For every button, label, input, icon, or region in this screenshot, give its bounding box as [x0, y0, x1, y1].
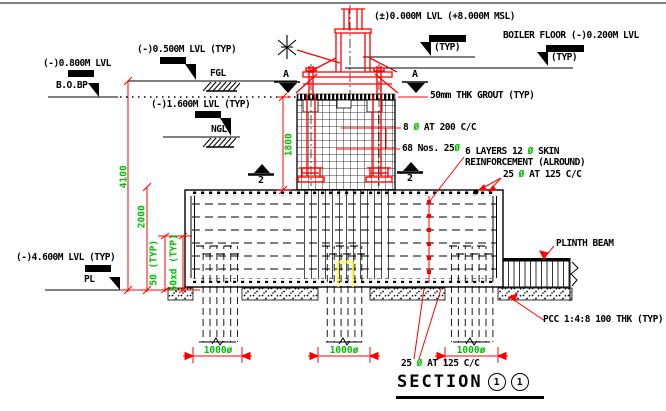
note-cap-top-bars: 25 Ø AT 125 C/C: [503, 169, 582, 180]
dim-pile-cap-depth: 2000: [136, 205, 148, 229]
level-typ-boiler: (TYP): [551, 52, 578, 63]
level-name-pl: PL: [84, 274, 95, 285]
note-grout: 50mm THK GROUT (TYP): [430, 90, 535, 101]
dim-pile-2: 1000ø: [329, 345, 359, 356]
level-label-fgl: (-)0.500M LVL (TYP): [137, 44, 237, 55]
dim-anchorage: 50xd (TYP): [168, 234, 180, 292]
section-title-underline: [396, 396, 544, 399]
dim-pile-3: 1000ø: [456, 345, 486, 356]
note-pedestal-ties: 8 Ø AT 200 C/C: [403, 122, 477, 133]
note-plinth-beam: PLINTH BEAM: [556, 238, 614, 249]
note-pcc: PCC 1:4:8 100 THK (TYP): [543, 314, 664, 325]
marker-2-right: 2: [407, 173, 414, 184]
level-label-ngl: (-)1.600M LVL (TYP): [151, 99, 251, 110]
level-label-boiler: BOILER FLOOR (-)0.200M LVL: [503, 30, 639, 41]
level-label-zero: (±)0.000M LVL (+8.000M MSL): [374, 11, 515, 22]
star-icon: [278, 35, 296, 59]
marker-a-right: A: [412, 69, 419, 80]
level-name-fgl: FGL: [210, 68, 226, 79]
marker-2-left: 2: [258, 175, 265, 186]
dim-pedestal-height: 1800: [283, 133, 295, 157]
note-pedestal-bars: 68 Nos. 25Ø: [402, 143, 460, 154]
section-title: [397, 372, 529, 392]
rebar-symbol: Ø: [527, 146, 533, 157]
dim-overall-depth: 4100: [118, 165, 130, 189]
rebar-symbol: Ø: [518, 169, 524, 180]
level-label-pl: (-)4.600M LVL (TYP): [16, 252, 116, 263]
rebar-symbol: Ø: [416, 358, 422, 369]
note-skin-line2: REINFORCEMENT (ALROUND): [465, 157, 586, 168]
dim-pile-1: 1000ø: [203, 345, 233, 356]
level-label-bobp: (-)0.800M LVL: [43, 58, 111, 69]
note-cap-bottom-bars: 25 Ø AT 125 C/C: [401, 358, 480, 369]
rebar-symbol: Ø: [454, 143, 460, 154]
dim-cover: 50 (TYP): [148, 239, 160, 286]
section-bubble-1: 1: [488, 373, 506, 391]
marker-a-left: A: [283, 69, 290, 80]
section-bubble-2: 1: [511, 373, 529, 391]
level-name-ngl: NGL: [211, 124, 227, 135]
note-skin-line1: 6 LAYERS 12 Ø SKIN: [465, 146, 559, 157]
level-name-bobp: B.O.BP: [56, 80, 88, 91]
level-typ-zero: (TYP): [434, 42, 461, 53]
rebar-symbol: Ø: [413, 122, 419, 133]
section-title-text: SECTION: [397, 372, 483, 392]
